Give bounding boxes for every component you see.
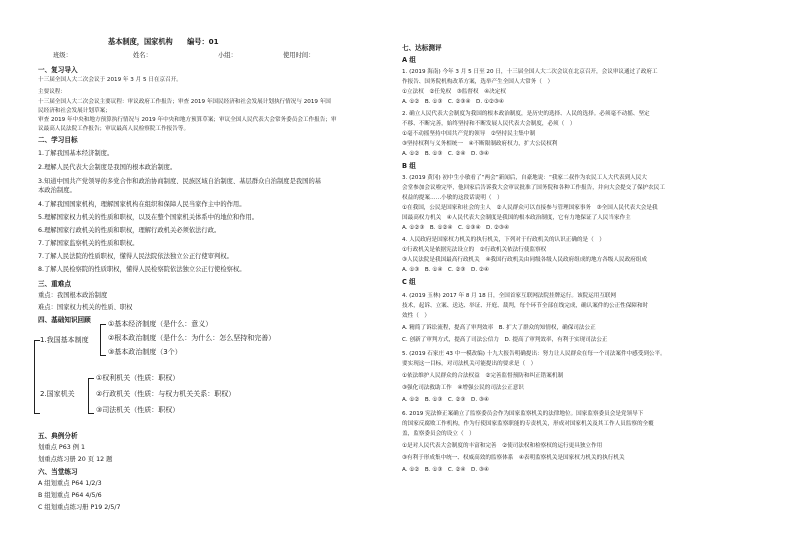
q1-line-1: 1. (2019 海南) 今年 3 月 5 日至 20 日，十三届全国人大二次会议在北京召开，会议审议通过了政府工: [402, 69, 658, 75]
name-label: 姓名：: [133, 52, 152, 59]
goal-3-cont: 本政治制度。: [38, 187, 76, 194]
goal-3: 3.知道中国共产党领导的多党合作和政治协商制度、民族区域自治制度、基层群众自治制度是我国的基: [38, 178, 322, 185]
q6-line-2: 要实现这一目标，对司法机关可能提出的要求是（ ）: [402, 361, 537, 367]
class-label: 班级：: [53, 52, 72, 59]
q7-line-5: ③有利于形成集中统一、权威高效的监察体系 ④表明监察机关是国家权力机关的执行机关: [402, 455, 625, 461]
q7-line-1: 6. 2019 宪法修正案确立了监察委员会作为国家监察机关的法律地位。国家监察委员会是党领导下: [402, 411, 644, 417]
section-2-heading: 二、学习目标: [38, 136, 78, 144]
tree-branch-2: ②根本政治制度（是什么：为什么：怎么坚持和完善）: [108, 334, 276, 342]
q4-line-4: A. ①③ B. ①④ C. ②③ D. ②④: [402, 267, 489, 273]
tree-branch-1: ①基本经济制度（是什么：意义）: [108, 320, 213, 328]
tree-branch-3: ③基本政治制度（3个）: [108, 348, 182, 356]
group-label: 小组：: [218, 52, 237, 59]
q4-line-3: ③人民法院是我国最高行政机关 ④我国行政机关由同级各级人民政府组成的地方各级人民政府组成: [402, 257, 647, 263]
q3-line-3: 权益的提案……小敏的这段话说明（ ）: [402, 195, 503, 201]
s1-line-4: 民经济和社会发展计划草案；: [38, 108, 111, 114]
s1-line-3: 十三届全国人大二次会议主要议程：审议政府工作报告；审查 2019 年国民经济和社会发展计划执行情况与 2019 年国: [38, 99, 331, 105]
goal-8: 7.了解人民法院的性质职权，懂得人民法院依法独立公正行使审判权。: [38, 253, 233, 260]
s1-line-1: 十三届全国人大二次会议于 2019 年 3 月 5 日在京召开。: [38, 77, 182, 83]
q7-line-2: 的国家反腐败工作机构，作为行使国家监察职能的专责机关，形成对国家机关及其工作人员监察的全覆: [402, 421, 654, 427]
q3-line-1: 3. (2019 黄冈) 初中生小敏看了“两会”新闻后，自豪地说：“我家二叔作为农民工人大代表到人民大: [402, 175, 647, 181]
section-5-heading: 五、典例分析: [38, 432, 78, 440]
section-6-heading: 六、当堂练习: [38, 468, 78, 476]
example-1: 划重点 P63 例 1: [38, 444, 86, 451]
group-a-label: A 组: [402, 56, 416, 64]
difficult-point: 难点：国家权力机关的性质、职权: [38, 304, 133, 311]
q2-line-3: ①毫不动摇坚持中国共产党的领导 ②坚持民主集中制: [402, 131, 536, 137]
s1-line-6: 议最高人民法院工作报告；审议最高人民检察院工作报告等。: [38, 126, 190, 132]
q4-line-1: 4. 人民政府是国家权力机关的执行机关，下列对于行政机关的认识正确的是（ ）: [402, 237, 605, 243]
q5-line-3: 效性（ ）: [402, 313, 430, 319]
goal-9: 8.了解人民检察院的性质职权，懂得人民检察院依法独立公正行使检察权。: [38, 266, 246, 273]
tree-node-3: ③司法机关（性质：职权）: [96, 406, 180, 414]
q1-line-3: ①立法权 ②任免权 ③监督权 ④决定权: [402, 89, 506, 95]
time-label: 使用时间：: [283, 52, 315, 59]
practice-a: A 组划重点 P64 1/2/3: [38, 480, 102, 487]
group-c-label: C 组: [402, 278, 416, 286]
q1-line-4: A. ①② B. ①③ C. ②③④ D. ①②③④: [402, 99, 504, 105]
q7-line-3: 盖，监察委员会的设立（ ）: [402, 431, 475, 437]
q6-line-1: 5. (2019 石家庄 43 中一模改编) 十九大报告明确提出：努力让人民群众在每一个司法案件中感受到公平。: [402, 351, 666, 357]
knowledge-tree: [30, 318, 360, 428]
q5-line-5: C. 创新了审判方式，提高了司法公信力 D. 提高了审判效率，有利于实现司法公正: [402, 337, 608, 343]
q5-line-1: 4. (2019 玉林) 2017 年 8 月 18 日，全国首家互联网法院挂牌运行。该院运用互联网: [402, 293, 617, 299]
tree-node-1: ①权利机关（性质：职权）: [96, 374, 180, 382]
tree-root-2: 2.国家机关: [40, 390, 75, 398]
q3-line-2: 会堂参加会议啦完毕，他回家后告诉我大会审议批准了国务院和各种工作报告，并向大会提交了保护农民工: [402, 185, 665, 191]
s1-line-2: 主要议程：: [38, 89, 66, 95]
q1-line-2: 作报告、国务院机构改革方案，选举产生全国人大常务（ ）: [402, 79, 554, 85]
q7-line-4: ①是对人民代表大会制度的丰富和完善 ②使司法权和检察权的运行更具独立作用: [402, 443, 603, 449]
q6-line-5: A. ①② B. ①③ C. ②③ D. ③④: [402, 397, 489, 403]
key-point: 重点：我国根本政治制度: [38, 292, 108, 299]
q3-line-4: ①在我国，公民是国家和社会的主人 ②人民群众可以直接参与管理国家事务 ③全国人民代表大会是我: [402, 205, 658, 211]
practice-c: C 组划重点练习册 P19 2/5/7: [38, 504, 121, 511]
example-2: 划重点练习册 20 页 12 题: [38, 456, 113, 463]
goal-7: 7.了解国家监察机关的性质和职权。: [38, 240, 139, 247]
section-7-heading: 七、达标测评: [402, 44, 442, 52]
q2-line-2: 不移、不断完善，始终坚持和不断发展人民代表大会制度，必须（ ）: [402, 121, 576, 127]
tree-node-2: ②行政机关（性质：与权力机关关系：职权）: [96, 390, 236, 398]
goal-6: 6.理解国家行政机关的性质和职权，理解行政机关必须依法行政。: [38, 227, 221, 234]
q3-line-5: 国最高权力机关 ④人民代表大会制度是我国的根本政治制度，它有力地保证了人民当家作主: [402, 215, 631, 221]
q7-line-6: A. ①② B. ①③ C. ②④ D. ③④: [402, 467, 489, 473]
q3-line-6: A. ①②③ B. ①②④ C. ①③④ D. ②③④: [402, 225, 509, 231]
doc-title: 基本制度，国家机构 编号：01: [108, 37, 219, 46]
s1-line-5: 审查 2019 年中央和地方预算执行情况与 2019 年中央和地方预算草案；审议全国人民代表大会常务委员会工作报告；审: [38, 117, 337, 123]
goal-2: 2.理解人民代表大会制度是我国的根本政治制度。: [38, 164, 177, 171]
section-1-heading: 一、复习导入: [38, 66, 78, 74]
q6-line-3: ①依法维护人民群众的合法权益 ②完善监督预防和纠正错案机制: [402, 373, 564, 379]
q2-line-5: A. ①② B. ①③ C. ②④ D. ③④: [402, 151, 489, 157]
goal-1: 1.了解我国基本经济制度。: [38, 150, 114, 157]
q2-line-1: 2. 确立人民代表大会制度为我国的根本政治制度，是历史的选择、人民的选择。必须毫不动摇、坚定: [402, 111, 650, 117]
q2-line-4: ③坚持权利与义务相统一 ④不断限制政府权力，扩大公民权利: [402, 141, 558, 147]
q4-line-2: ①行政机关是依据宪法设立的 ②行政机关依法行使监察权: [402, 247, 547, 253]
q6-line-4: ③强化司法救助工作 ④增强公民的司法公正意识: [402, 385, 524, 391]
practice-b: B 组划重点 P64 4/5/6: [38, 492, 102, 499]
goal-4: 4.了解我国国家机构，理解国家机构在组织和保障人民当家作主中的作用。: [38, 201, 246, 208]
q5-line-2: 技术，起诉、立案、送达、举证、开庭、裁判，每个环节全部在线完成，确认案件的公正性保障和时: [402, 303, 649, 309]
tree-root-1: 1.我国基本制度: [40, 336, 89, 344]
group-b-label: B 组: [402, 162, 416, 170]
section-4-heading: 四、基础知识回顾: [38, 316, 91, 324]
q5-line-4: A. 精简了诉讼流程，提高了审判效率 B. 扩大了群众的知情权，确保司法公正: [402, 325, 596, 331]
section-3-heading: 三、重难点: [38, 280, 71, 288]
goal-5: 5.理解国家权力机关的性质和职权，以及在整个国家机关体系中的地位和作用。: [38, 214, 259, 221]
